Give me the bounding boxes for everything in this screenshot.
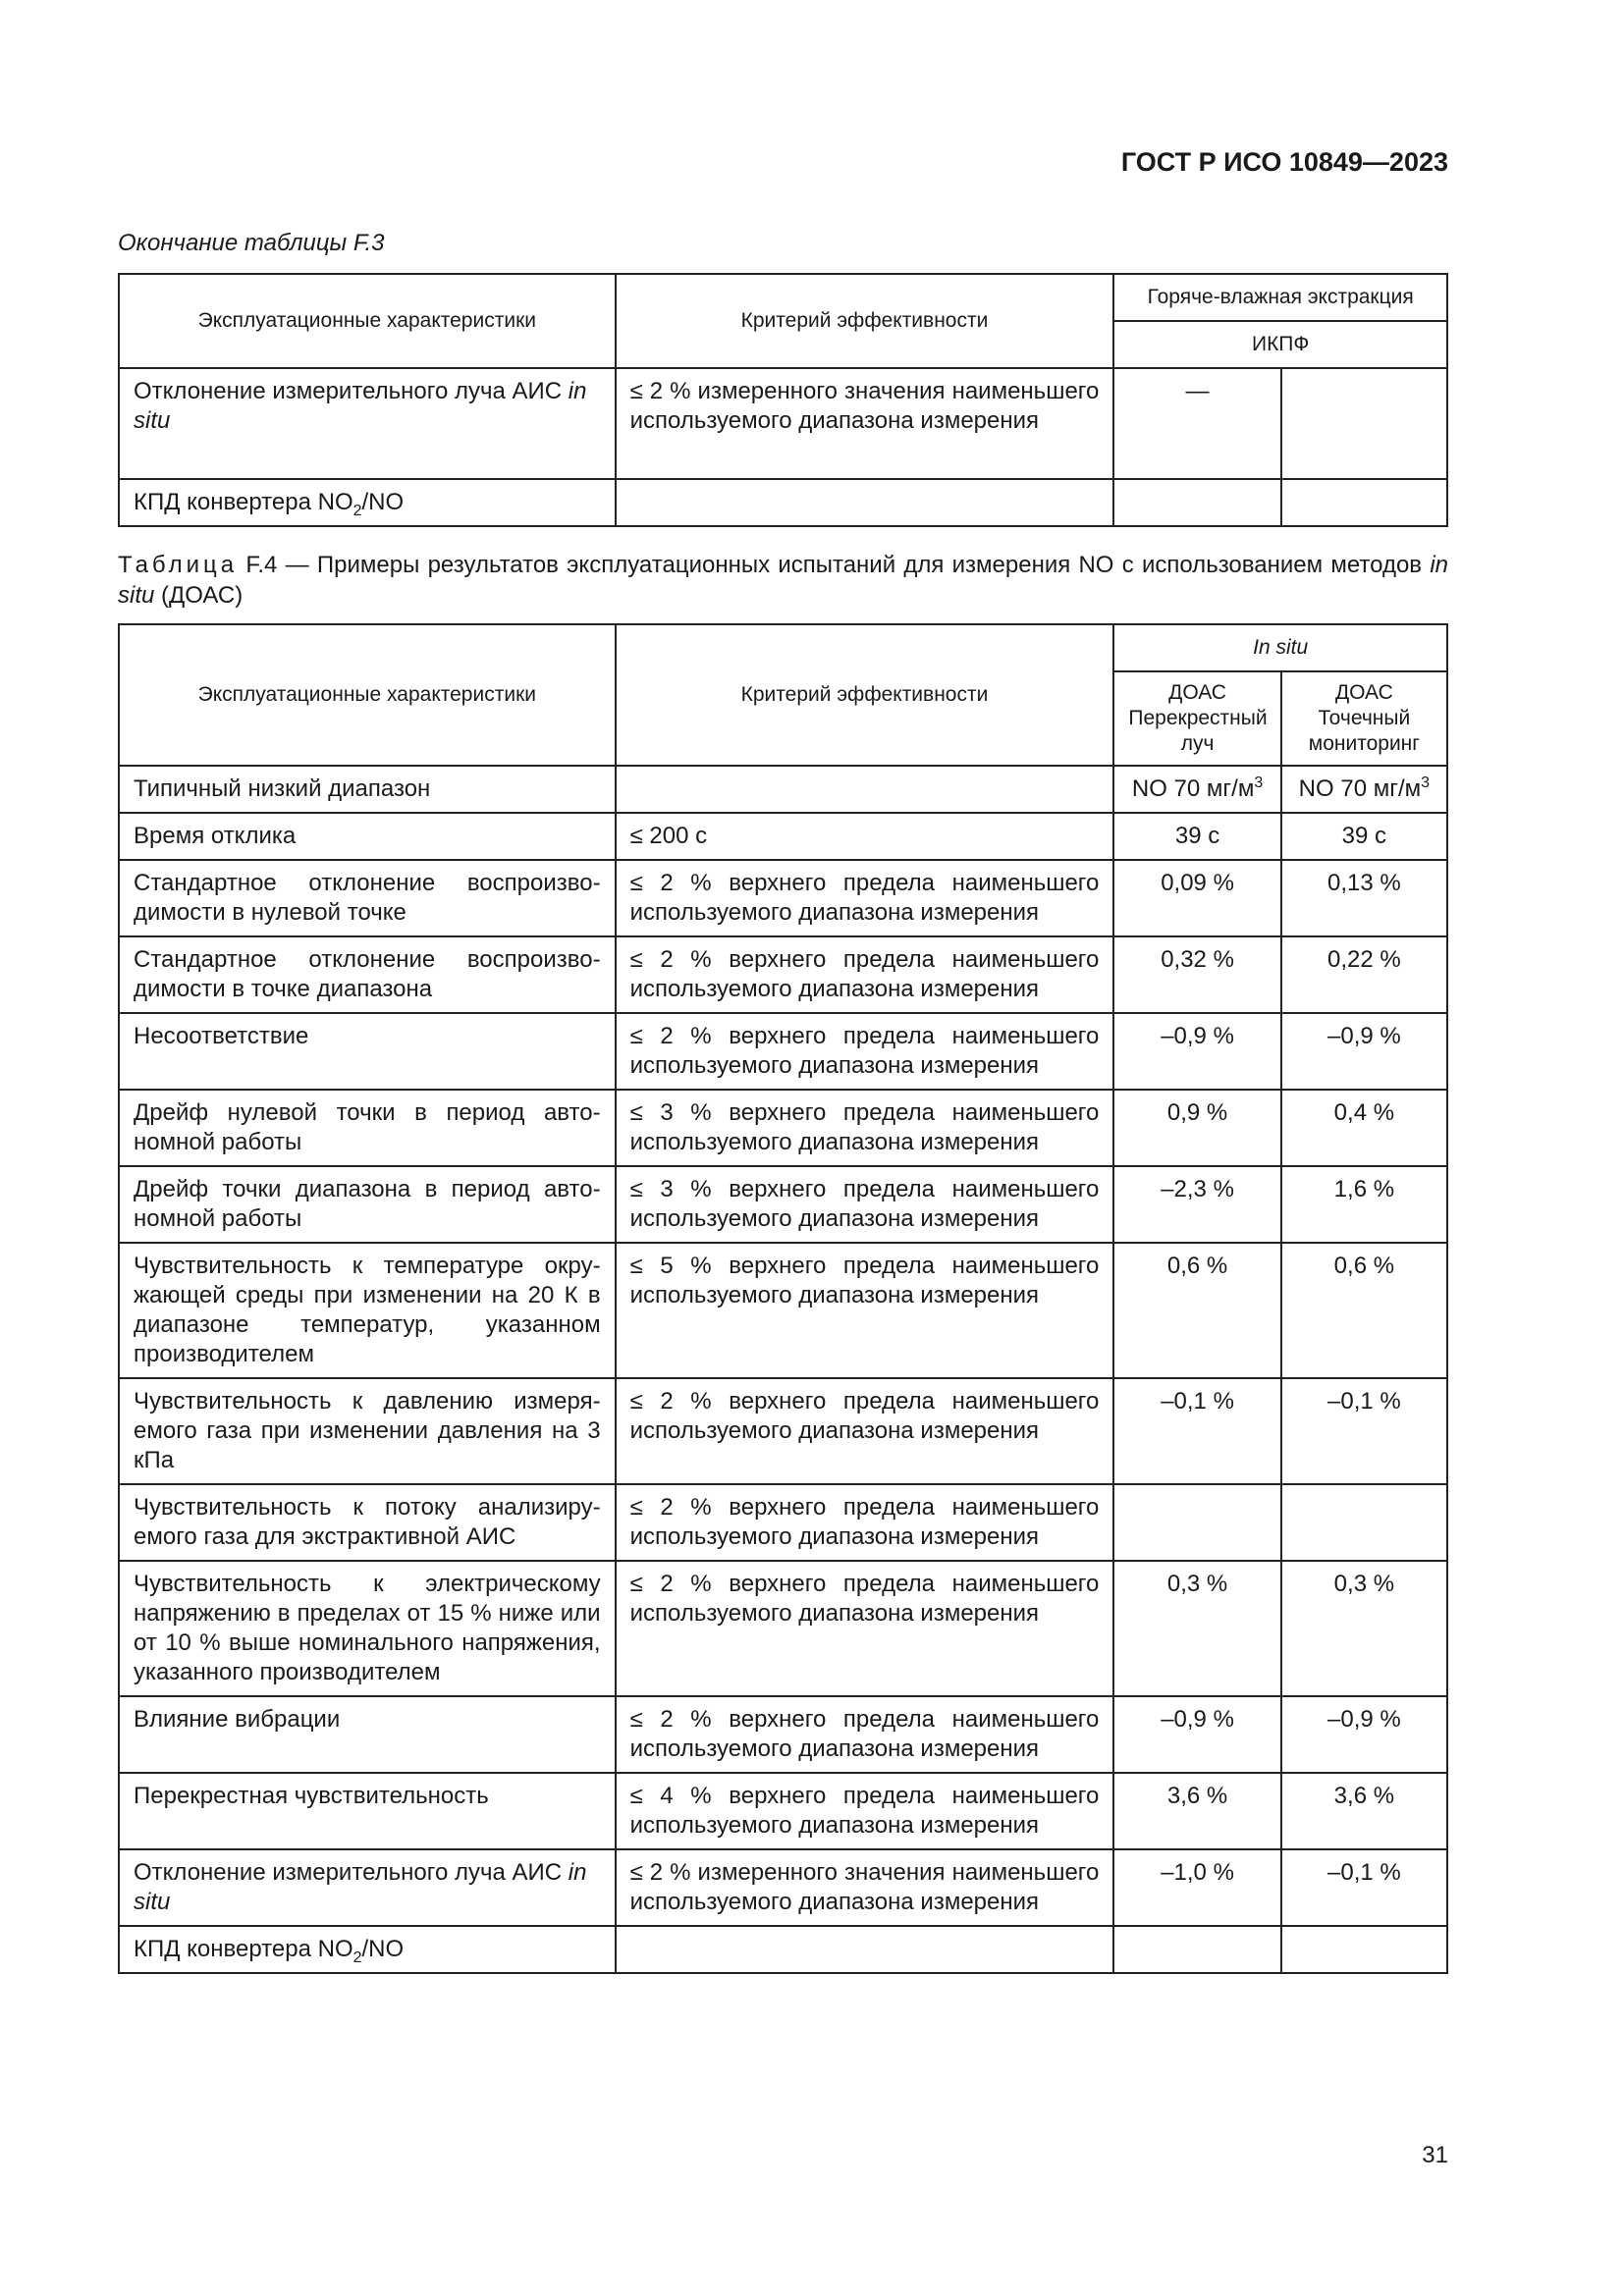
criterion-cell: ≤ 3 % верхнего предела наименьшего используемого диапазона измерения: [616, 1166, 1114, 1243]
value-cell: 0,13 %: [1281, 860, 1447, 936]
value-cell: –0,9 %: [1281, 1013, 1447, 1090]
criterion-cell: [616, 1926, 1114, 1973]
value-cell: —: [1113, 368, 1280, 479]
value-cell: 0,3 %: [1113, 1561, 1280, 1696]
characteristic-text: Отклонение измерительного луча АИС: [134, 1859, 563, 1886]
criterion-cell: ≤ 5 % верхнего предела наименьшего используемого диапазона измерения: [616, 1243, 1114, 1378]
value-cell: 0,6 %: [1281, 1243, 1447, 1378]
value-cell: 0,9 %: [1113, 1090, 1280, 1166]
value-cell: [1113, 1926, 1280, 1973]
criterion-cell: ≤ 2 % измеренного значения наименьшего используемого диапазона измерения: [616, 368, 1114, 479]
col-header-characteristic: Эксплуатационные характеристики: [119, 624, 616, 766]
characteristic-cell: Чувствительность к температуре окружающей среды при изменении на 20 К в диапазоне температур, указанном производителем: [119, 1243, 616, 1378]
criterion-cell: ≤ 2 % измеренного значения наименьшего используемого диапазона измерения: [616, 1849, 1114, 1926]
table-row: [119, 1378, 1447, 1484]
characteristic-cell: [119, 1926, 616, 1973]
table-row: [119, 1090, 1447, 1166]
value-cell: 0,09 %: [1113, 860, 1280, 936]
value-cell: –0,1 %: [1281, 1849, 1447, 1926]
col-header-sub1: ДОАС Перекрестный луч: [1113, 671, 1280, 766]
table-row: [119, 1243, 1447, 1378]
table-row: [119, 1484, 1447, 1561]
characteristic-italic: in situ: [134, 378, 587, 434]
table-row: [119, 813, 1447, 860]
value-cell: –0,1 %: [1281, 1378, 1447, 1484]
value-cell: 39 с: [1113, 813, 1280, 860]
criterion-cell: ≤ 2 % верхнего предела наименьшего используемого диапазона измерения: [616, 1484, 1114, 1561]
table-f4-title: [118, 550, 1448, 611]
col-header-criterion: Критерий эффективности: [616, 274, 1114, 368]
criterion-cell: ≤ 2 % верхнего предела наименьшего используемого диапазона измерения: [616, 1561, 1114, 1696]
characteristic-cell: [119, 368, 616, 479]
characteristic-cell: Чувствительность к электрическому напряжению в пределах от 15 % ниже или от 10 % выше номинального напряжения, указанного производителем: [119, 1561, 616, 1696]
table-title-text: F.4 — Примеры результатов эксплуатационных испытаний для измерения NO с использованием методов: [238, 552, 1431, 578]
value-cell: 3,6 %: [1281, 1773, 1447, 1849]
document-id: ГОСТ Р ИСО 10849—2023: [1120, 147, 1448, 177]
col-header-sub: ИКПФ: [1113, 321, 1447, 368]
characteristic-text: КПД конвертера NO: [134, 489, 353, 515]
table-row: [119, 936, 1447, 1013]
table-row: [119, 368, 1447, 479]
subscript: 2: [352, 502, 362, 519]
value-cell: –2,3 %: [1113, 1166, 1280, 1243]
value-cell: [1113, 479, 1280, 526]
table-row: [119, 1561, 1447, 1696]
value-text: NO 70 мг/м: [1298, 775, 1422, 802]
characteristic-text-end: /NO: [361, 489, 405, 515]
value-cell: 0,3 %: [1281, 1561, 1447, 1696]
characteristic-cell: Время отклика: [119, 813, 616, 860]
value-cell: –0,1 %: [1113, 1378, 1280, 1484]
table-row: [119, 1166, 1447, 1243]
criterion-cell: ≤ 2 % верхнего предела наименьшего используемого диапазона измерения: [616, 1378, 1114, 1484]
characteristic-cell: Несоответствие: [119, 1013, 616, 1090]
criterion-cell: ≤ 3 % верхнего предела наименьшего используемого диапазона измерения: [616, 1090, 1114, 1166]
col-header-criterion: Критерий эффективности: [616, 624, 1114, 766]
characteristic-text: КПД конвертера NO: [134, 1936, 353, 1962]
subscript: 2: [352, 1949, 362, 1966]
col-header-group: Горяче-влажная экстракция: [1113, 274, 1447, 321]
characteristic-cell: Стандартное отклонение воспроизводимости в точке диапазона: [119, 936, 616, 1013]
characteristic-cell: Влияние вибрации: [119, 1696, 616, 1773]
table-f3: [118, 273, 1448, 527]
table-row: [119, 860, 1447, 936]
value-cell: [1113, 1484, 1280, 1561]
characteristic-cell: Дрейф точки диапазона в период автономной работы: [119, 1166, 616, 1243]
characteristic-text: Отклонение измерительного луча АИС: [134, 378, 563, 404]
value-cell: [1281, 1484, 1447, 1561]
table-title-italic: in situ: [118, 552, 1448, 609]
characteristic-text-end: /NO: [361, 1936, 405, 1962]
value-text: NO 70 мг/м: [1131, 775, 1255, 802]
characteristic-italic: in situ: [134, 1859, 587, 1915]
table-row: [119, 766, 1447, 813]
value-cell: [1113, 766, 1280, 813]
col-header-characteristic: Эксплуатационные характеристики: [119, 274, 616, 368]
value-cell: [1281, 766, 1447, 813]
superscript: 3: [1254, 774, 1264, 791]
criterion-cell: [616, 479, 1114, 526]
criterion-cell: ≤ 2 % верхнего предела наименьшего используемого диапазона измерения: [616, 1013, 1114, 1090]
value-cell: 0,6 %: [1113, 1243, 1280, 1378]
criterion-cell: ≤ 2 % верхнего предела наименьшего используемого диапазона измерения: [616, 1696, 1114, 1773]
table-row: [119, 1926, 1447, 1973]
characteristic-cell: [119, 1849, 616, 1926]
col-header-sub2: ДОАС Точечный мониторинг: [1281, 671, 1447, 766]
value-cell: [1281, 1926, 1447, 1973]
table-title-end: (ДОАС): [154, 582, 244, 609]
value-cell: 0,4 %: [1281, 1090, 1447, 1166]
col-header-group: In situ: [1113, 624, 1447, 671]
characteristic-cell: Чувствительность к потоку анализируемого газа для экстрактивной АИС: [119, 1484, 616, 1561]
characteristic-cell: [119, 479, 616, 526]
table-label: Таблица: [118, 552, 239, 578]
value-cell: 39 с: [1281, 813, 1447, 860]
criterion-cell: ≤ 4 % верхнего предела наименьшего используемого диапазона измерения: [616, 1773, 1114, 1849]
characteristic-cell: Стандартное отклонение воспроизводимости в нулевой точке: [119, 860, 616, 936]
criterion-cell: [616, 766, 1114, 813]
value-cell: –1,0 %: [1113, 1849, 1280, 1926]
value-cell: 0,32 %: [1113, 936, 1280, 1013]
characteristic-cell: Чувствительность к давлению измеряемого газа при изменении давления на 3 кПа: [119, 1378, 616, 1484]
value-cell: 1,6 %: [1281, 1166, 1447, 1243]
characteristic-cell: Типичный низкий диапазон: [119, 766, 616, 813]
table-row: [119, 1696, 1447, 1773]
table-f4: [118, 623, 1448, 1974]
characteristic-cell: Дрейф нулевой точки в период автономной работы: [119, 1090, 616, 1166]
value-cell: 0,22 %: [1281, 936, 1447, 1013]
table-row: [119, 1773, 1447, 1849]
characteristic-cell: Перекрестная чувствительность: [119, 1773, 616, 1849]
value-cell: [1281, 368, 1447, 479]
table-continuation-caption: Окончание таблицы F.3: [118, 230, 385, 256]
criterion-cell: ≤ 2 % верхнего предела наименьшего используемого диапазона измерения: [616, 860, 1114, 936]
value-cell: –0,9 %: [1113, 1696, 1280, 1773]
criterion-cell: ≤ 200 с: [616, 813, 1114, 860]
value-cell: –0,9 %: [1281, 1696, 1447, 1773]
criterion-cell: ≤ 2 % верхнего предела наименьшего используемого диапазона измерения: [616, 936, 1114, 1013]
value-cell: 3,6 %: [1113, 1773, 1280, 1849]
table-row: [119, 1849, 1447, 1926]
superscript: 3: [1421, 774, 1431, 791]
page-number: 31: [1422, 2142, 1448, 2168]
value-cell: –0,9 %: [1113, 1013, 1280, 1090]
table-row: [119, 1013, 1447, 1090]
value-cell: [1281, 479, 1447, 526]
table-row: [119, 479, 1447, 526]
